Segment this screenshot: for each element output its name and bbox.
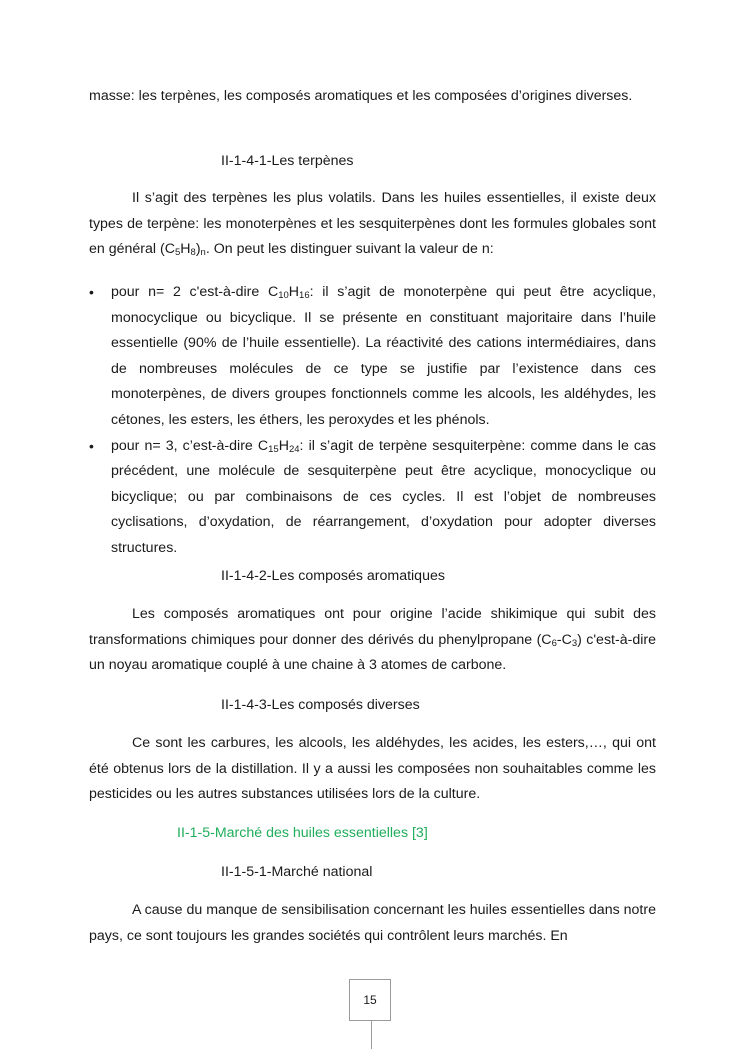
list-item: • pour n= 3, c’est-à-dire $C_{15}H_{24}$: il s’agit de terpène sesquiterpène: comme dans le cas précédent, une molécule de sesquiterpène peut être acyclique, monocyclique ou bicyclique; ou par combinaisons de ces cycles. Il est l’objet de nombreuses cyclisations, d’oxydation, de réarrangement, d’oxydation pour adopter diverses structures. [89,434,656,562]
heading-aromatiques: II-1-4-2-Les composés aromatiques [221,568,445,584]
heading-marche: II-1-5-Marché des huiles essentielles [3] [177,825,428,841]
page-number: 15 [363,993,377,1007]
page-number-connector [371,1021,372,1049]
bullet-icon: • [89,284,94,300]
terpene-bullet-list [89,280,656,562]
bullet-icon: • [89,437,94,454]
paragraph-aromatiques: Les composés aromatiques ont pour origine l’acide shikimique qui subit des transformations chimiques pour donner des dérivés du phenylpropane $(C_6-C_3)$ c'est-à-dire un noyau aromatique couplé à une chaine à 3 atomes de carbone. [89,606,656,674]
paragraph-national: A cause du manque de sensibilisation concernant les huiles essentielles dans notre pays, ce sont toujours les grandes sociétés qui contrôlent leurs marchés. En [89,902,656,944]
paragraph-terpenes-intro: Il s’agit des terpènes les plus volatils. Dans les huiles essentielles, il existe deux types de terpène: les monoterpènes et les sesquiterpènes dont les formules globales sont en général $(C_5H_8)_n$. On peut les distinguer suivant la valeur de n: [89,190,656,259]
paragraph-diverses: Ce sont les carbures, les alcools, les aldéhydes, les acides, les esters,…, qui ont été obtenus lors de la distillation. Il y a aussi les composées non souhaitables comme les pesticides ou les autres substances utilisées lors de la culture. [89,735,656,803]
heading-diverses: II-1-4-3-Les composés diverses [221,697,420,713]
list-item: • pour n= 2 c'est-à-dire $C_{10}H_{16}$: il s’agit de monoterpène qui peut être acyclique, monocyclique ou bicyclique. Il se présente en constituant majoritaire dans l’huile essentielle (90% de l’huile essentielle). La réactivité des cations intermédiaires, dans de nombreuses molécules de ce type se justifie par l’existence dans ces monoterpènes, de divers groupes fonctionnels comme les alcools, les aldéhydes, les cétones, les esters, les éthers, les peroxydes et les phénols. [89,280,656,434]
heading-marche-national: II-1-5-1-Marché national [221,864,373,880]
heading-terpenes: II-1-4-1-Les terpènes [221,153,354,169]
paragraph-masse: masse: les terpènes, les composés aromatiques et les composées d’origines diverses. [89,88,633,104]
page-number-box [349,979,391,1021]
